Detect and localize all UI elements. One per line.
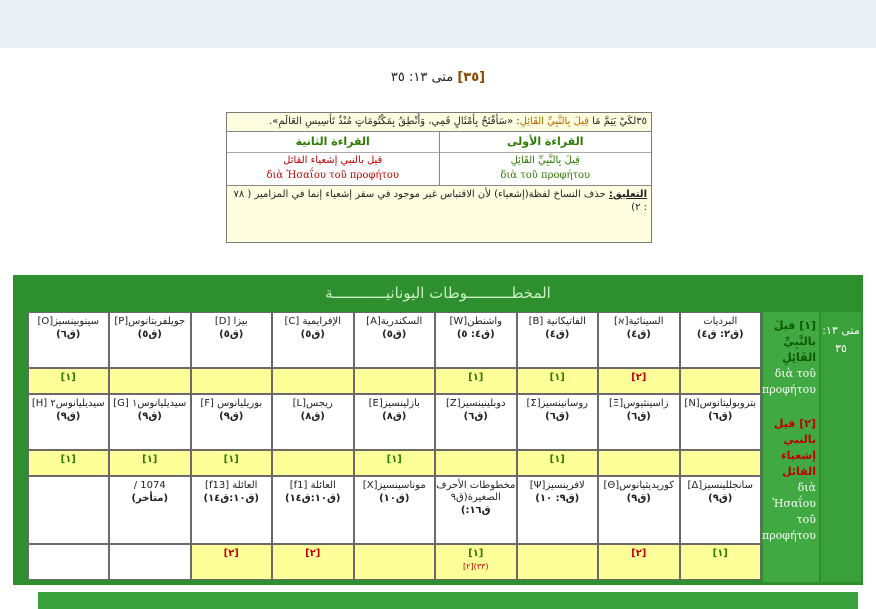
reading-marker-cell [191, 544, 273, 580]
manuscript-cell [191, 394, 273, 450]
manuscript-date: (ق٩) [137, 411, 162, 422]
manuscript-cell [680, 312, 762, 368]
manuscript-date: (ق٥) [219, 329, 244, 340]
reading-two-title: القراءة الثانية [227, 132, 439, 153]
readings-box [226, 112, 652, 243]
manuscript-date: (ق٩) [626, 493, 651, 504]
reading-marker: [١] [549, 372, 565, 383]
verse-text-b: : «سَأَفْتَحُ بِأَمْثَالٍ فَمِي، وَأَنْطِقُ بِمَكْتُومَاتٍ مُنْذُ تَأْسِيسِ العَالَمِ». [269, 116, 520, 127]
manuscript-cell [28, 312, 110, 368]
reading-marker-cell [435, 368, 517, 394]
witness-legend [763, 312, 819, 582]
commentary-text: حذف النساخ لفظة(إشعياء) لأن الاقتباس غير موجود في سفر إشعياء إنما في المزامير ( ٧٨ : ٢) [233, 189, 647, 213]
reading-marker-cell [28, 544, 110, 580]
manuscript-cell [354, 394, 436, 450]
manuscript-cell [517, 312, 599, 368]
manuscript-name: موناسينسيز[X] [362, 480, 426, 491]
manuscript-name: روسانينسيز[Σ] [526, 398, 588, 409]
manuscript-date: (ق٨) [300, 411, 325, 422]
manuscript-cell [191, 312, 273, 368]
table-bottom-bar [38, 592, 858, 609]
reading-marker: [٢] [305, 548, 321, 559]
reading-marker-cell [354, 450, 436, 476]
manuscript-date: (ق٩: ١٠) [535, 493, 580, 504]
reading-marker: [١] [60, 372, 76, 383]
side-reference: متى ١٣: ٣٥ [821, 312, 861, 582]
reading-two [227, 132, 439, 185]
manuscript-date: (ق١٠:ق١٤) [203, 493, 259, 504]
manuscript-name: بوريليانوس [F] [200, 398, 263, 409]
manuscript-name: سانجللينسيز[Δ] [687, 480, 753, 491]
reading-one-greek: διὰ τοῦ προφήτου [500, 170, 591, 181]
manuscript-name: زاسينثيوس[Ξ] [608, 398, 669, 409]
reading-marker-cell [272, 368, 354, 394]
manuscript-name: دوبلينينسيز[Z] [445, 398, 506, 409]
reading-marker-cell [680, 450, 762, 476]
manuscript-cell [435, 476, 517, 544]
manuscript-name: العائلة [f1] [289, 480, 336, 491]
commentary-label: التعليق: [608, 189, 647, 200]
manuscript-date: (ق٦) [463, 411, 488, 422]
manuscript-name: البرديات [703, 316, 738, 327]
reading-marker: [٢] [631, 548, 647, 559]
manuscript-cell [109, 476, 191, 544]
manuscript-cell [272, 476, 354, 544]
reading-marker-cell [354, 544, 436, 580]
manuscript-cell [272, 394, 354, 450]
page-heading [0, 70, 876, 85]
table-title: المخطــــــــــوطات اليونانيــــــــــــة [325, 284, 551, 302]
manuscript-cell [109, 312, 191, 368]
manuscript-date: (ق٤) [626, 329, 651, 340]
manuscript-cell [191, 476, 273, 544]
manuscript-name: بتروبوليتانوس[N] [684, 398, 757, 409]
reading-one [439, 132, 652, 185]
reading-marker-cell [517, 368, 599, 394]
manuscript-cell [517, 476, 599, 544]
commentary [227, 186, 651, 216]
reading-one-title: القراءة الأولى [440, 132, 652, 153]
manuscript-date: (ق٨) [382, 411, 407, 422]
reading-marker-cell [354, 368, 436, 394]
reading-marker-cell [598, 544, 680, 580]
reading-marker: [١] [549, 454, 565, 465]
reading-marker-cell [191, 368, 273, 394]
manuscript-cell [598, 312, 680, 368]
manuscript-date: (ق٤) [545, 329, 570, 340]
reading-two-greek: διὰ Ἠσαΐου τοῦ προφήτου [266, 170, 400, 181]
manuscript-date: (ق٦) [626, 411, 651, 422]
manuscript-date: (متأخر) [131, 493, 169, 504]
reading-marker: [١] [386, 454, 402, 465]
manuscript-name: مخطوطات الأحرف الصغيرة(ق٩ [436, 480, 516, 503]
manuscript-name: سينوبينسيز[O] [37, 316, 100, 327]
reading-marker: [٢] [631, 372, 647, 383]
reading-sub-marker: (٣٣)[٢] [463, 562, 489, 571]
manuscript-date: (ق٥) [382, 329, 407, 340]
manuscript-cell [272, 312, 354, 368]
verse-title: متى ١٣: ٣٥ [390, 70, 454, 85]
manuscript-cell [680, 476, 762, 544]
witness-one-greek: διὰ τοῦ προφήτου [761, 367, 816, 396]
manuscript-date: (ق٥) [137, 329, 162, 340]
manuscript-date: (ق٦) [545, 411, 570, 422]
manuscript-cell [28, 394, 110, 450]
manuscript-name: سيديليانوس١ [G] [113, 398, 187, 409]
manuscript-date: (ق٢: ق٤) [696, 329, 744, 340]
manuscript-cell [598, 394, 680, 450]
reading-two-arabic: قيل بالنبي إشعياء القائل [283, 155, 383, 166]
verse-text-highlight: قِيلَ بِالنَّبِيِّ القَائِلِ [519, 116, 589, 127]
manuscript-name: بيزا [D] [214, 316, 248, 327]
reading-marker-cell [191, 450, 273, 476]
manuscript-date: ق١٦:) [460, 505, 491, 516]
reading-marker: [١] [468, 372, 484, 383]
manuscript-name: بازلينسيز[E] [368, 398, 420, 409]
reading-marker-cell [272, 450, 354, 476]
reading-marker-cell [28, 450, 110, 476]
top-band [0, 0, 876, 48]
manuscript-name: لافرينسيز[Ψ] [529, 480, 585, 491]
manuscript-name [29, 477, 109, 480]
manuscript-date: (ق٦) [708, 411, 733, 422]
manuscript-name: السينائية[א] [614, 316, 664, 327]
reading-marker-cell [28, 368, 110, 394]
manuscript-name: 1074 / [133, 480, 166, 491]
manuscript-cell [354, 476, 436, 544]
reading-marker: [٢] [223, 548, 239, 559]
reading-marker-cell [272, 544, 354, 580]
reading-marker: [١] [142, 454, 158, 465]
reading-marker-cell [680, 368, 762, 394]
reading-marker: [١] [223, 454, 239, 465]
manuscript-date: (ق٩) [219, 411, 244, 422]
verse-text-a: ٣٥لكَيْ يَتِمَّ مَا [588, 116, 647, 127]
manuscript-cell [109, 394, 191, 450]
manuscript-cell [517, 394, 599, 450]
manuscript-cell [598, 476, 680, 544]
manuscript-name: ريجس[L] [292, 398, 333, 409]
witness-two-label: [٢] قيل بالنبي إشعياء القائل [773, 417, 816, 478]
manuscript-name: جويلفربتانوس[P] [114, 316, 186, 327]
reading-marker-cell [435, 450, 517, 476]
manuscript-date: (ق٦) [56, 329, 81, 340]
reading-marker-cell [435, 544, 517, 580]
reading-marker-cell [680, 544, 762, 580]
manuscript-name: سيديليانوس٢ [H] [31, 398, 105, 409]
reading-marker-cell [517, 544, 599, 580]
reading-marker-cell [598, 368, 680, 394]
manuscript-date: (ق٩) [56, 411, 81, 422]
reading-marker-cell [517, 450, 599, 476]
manuscript-name: العائلة [f13] [205, 480, 258, 491]
manuscript-name: السكندرية[A] [366, 316, 423, 327]
verse-ref: [٣٥] [457, 70, 486, 85]
manuscript-date: (ق٤: ٥) [456, 329, 495, 340]
reading-one-arabic: قِيلَ بِالنَّبِيِّ القَائِلِ [510, 155, 580, 166]
readings-columns [227, 132, 651, 186]
manuscript-name: كوريديثيانوس[Θ] [603, 480, 674, 491]
reading-marker-cell [109, 450, 191, 476]
manuscript-cell [435, 394, 517, 450]
manuscript-name: واشنطن[W] [449, 316, 503, 327]
manuscript-date: (ق١٠) [379, 493, 410, 504]
manuscript-name: الإفرايمية [C] [284, 316, 341, 327]
reading-marker: [١] [60, 454, 76, 465]
reading-marker-cell [109, 544, 191, 580]
reading-marker: [١] [712, 548, 728, 559]
reading-marker-cell [598, 450, 680, 476]
manuscript-cell [28, 476, 110, 544]
manuscript-date: (ق٩) [708, 493, 733, 504]
reading-marker-cell [109, 368, 191, 394]
manuscript-date: (ق١٠:ق١٤) [285, 493, 341, 504]
manuscripts-table [13, 275, 863, 585]
manuscript-date: (ق٥) [300, 329, 325, 340]
witness-one-label: [١] قيلَ بالنَّبِيِّ القَائِلِ [773, 319, 816, 364]
manuscript-cell [435, 312, 517, 368]
manuscript-cell [680, 394, 762, 450]
manuscript-name: الفاتيكانية [B] [528, 316, 586, 327]
verse-text [227, 113, 651, 132]
witness-two-greek: διὰ Ἠσαΐου τοῦ προφήτου [761, 481, 816, 542]
reading-marker: [١] [468, 548, 484, 559]
manuscript-cell [354, 312, 436, 368]
